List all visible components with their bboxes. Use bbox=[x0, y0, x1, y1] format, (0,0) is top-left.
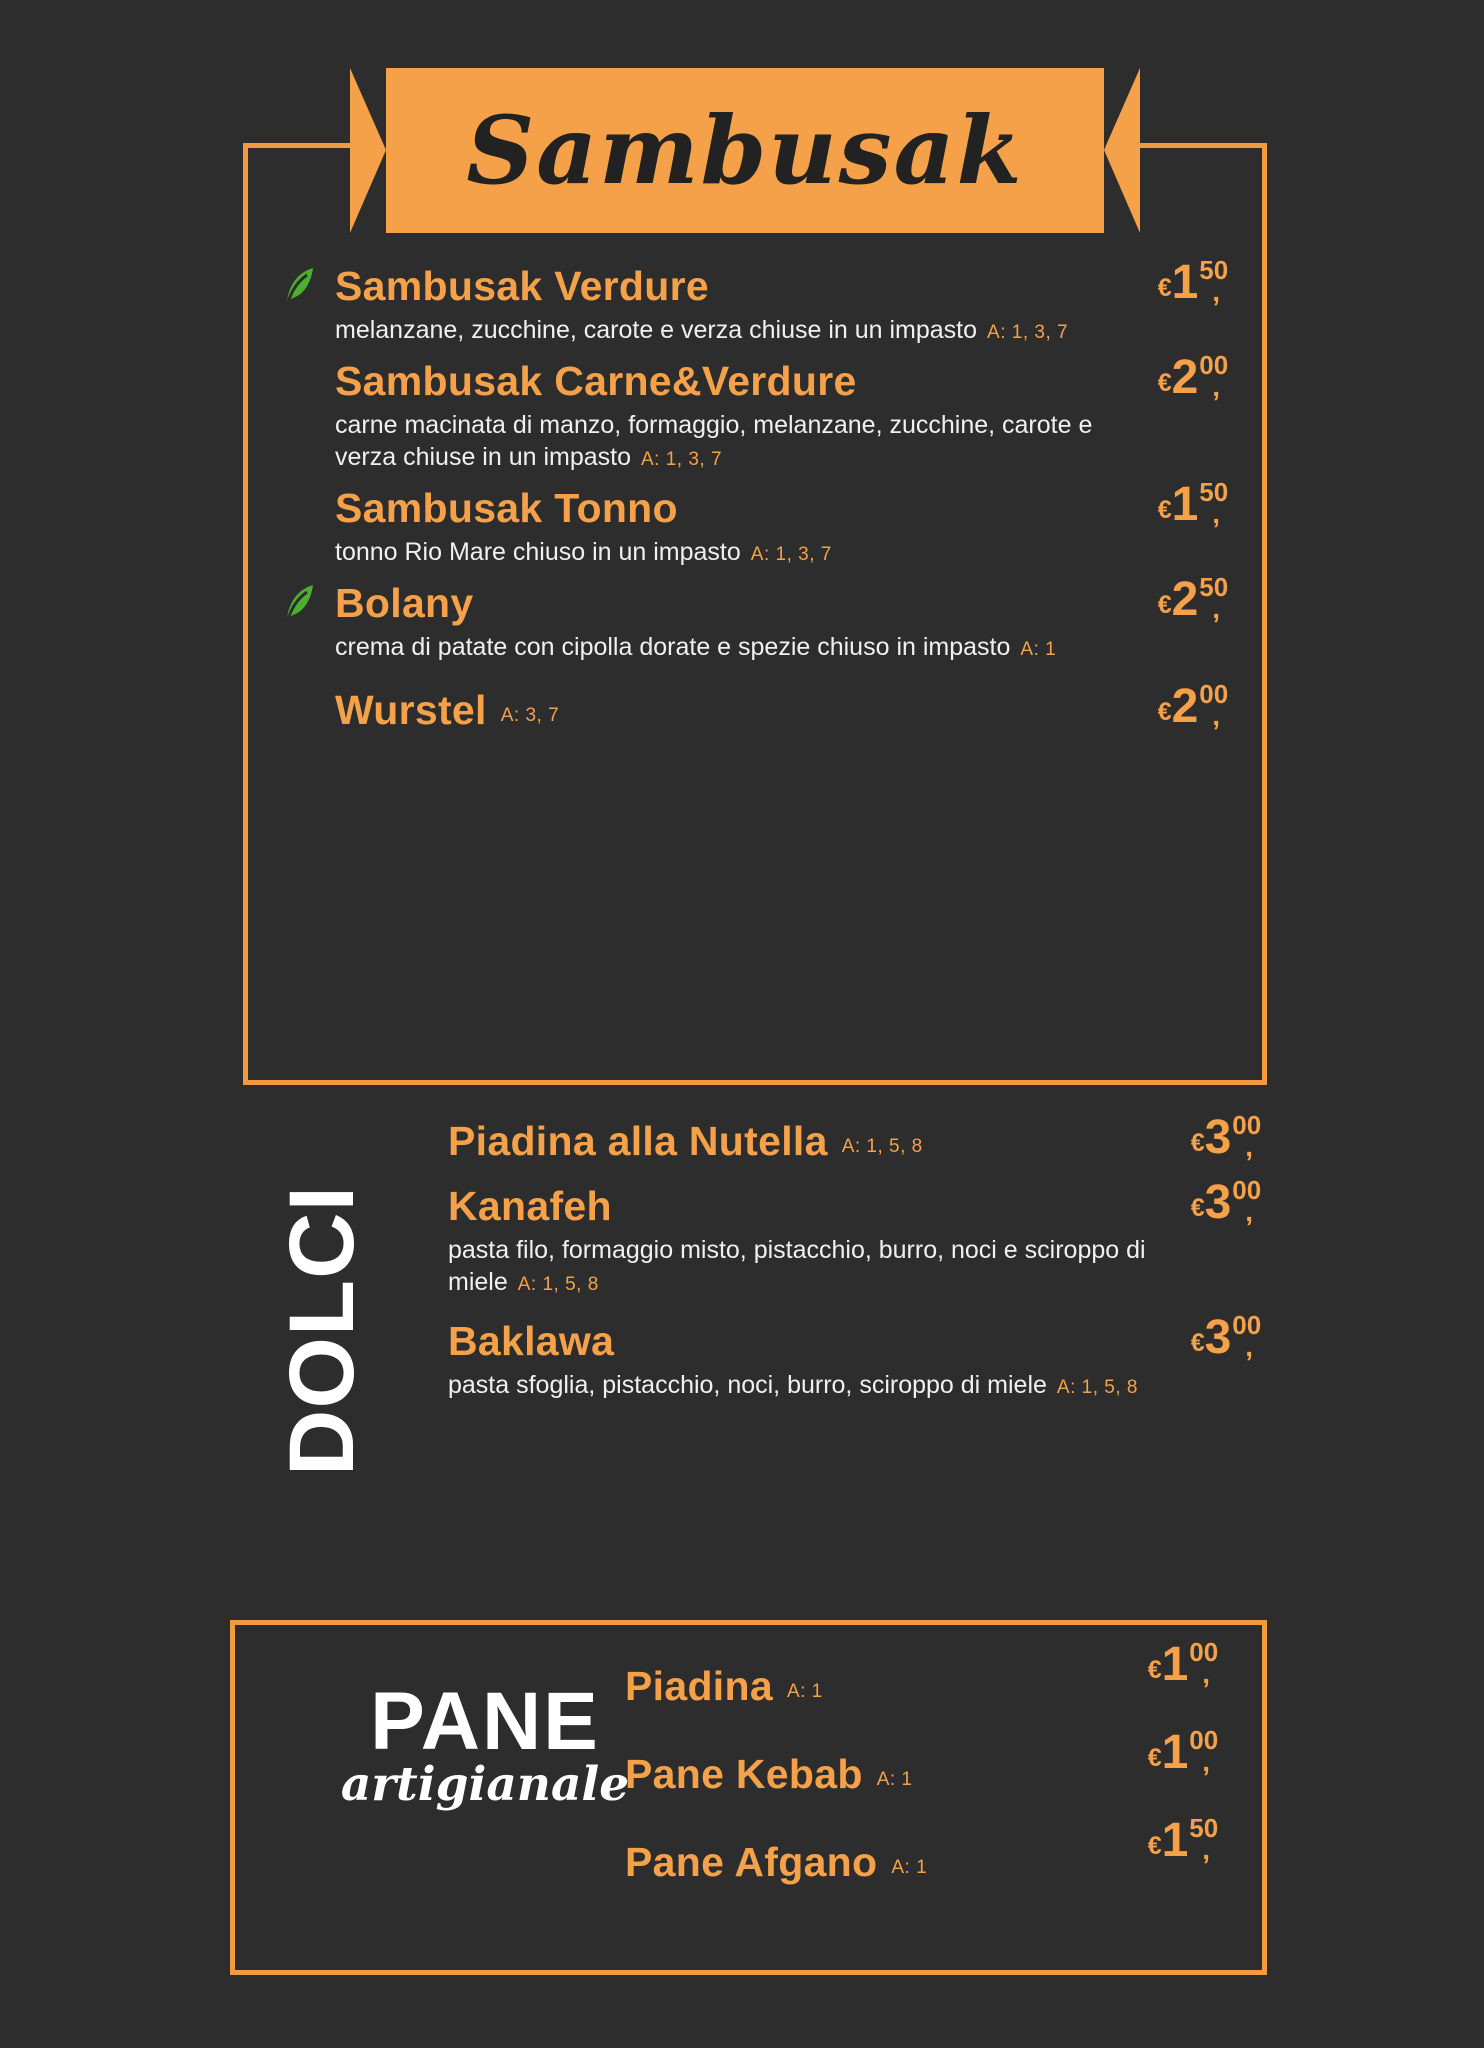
price-comma: , bbox=[1202, 1658, 1210, 1690]
pane-title-main: PANE bbox=[370, 1676, 600, 1767]
price-integer: 3 bbox=[1204, 1311, 1232, 1365]
menu-item bbox=[448, 1175, 1268, 1298]
price-comma: , bbox=[1245, 1131, 1253, 1163]
description-text: pasta sfoglia, pistacchio, noci, burro, sciroppo di miele bbox=[448, 1371, 1047, 1400]
sambusak-title: Sambusak bbox=[466, 95, 1024, 206]
menu-item-name: Piadina alla Nutella bbox=[448, 1118, 828, 1164]
price-decimal: 50 bbox=[1199, 477, 1229, 508]
sambusak-title-ribbon bbox=[350, 68, 1140, 233]
allergen-codes: A: 1, 3, 7 bbox=[640, 449, 723, 471]
menu-item-name: Piadina bbox=[625, 1663, 773, 1709]
menu-item bbox=[625, 1813, 1225, 1929]
menu-item bbox=[625, 1637, 1225, 1756]
price-integer: 3 bbox=[1204, 1176, 1232, 1230]
price-comma: , bbox=[1245, 1331, 1253, 1363]
price-decimal: 00 bbox=[1232, 1310, 1262, 1341]
menu-item-name: Sambusak Tonno bbox=[335, 485, 678, 532]
currency-symbol: € bbox=[1147, 1656, 1162, 1685]
menu-item-description bbox=[448, 1369, 1208, 1401]
menu-item-header bbox=[448, 1310, 1268, 1365]
price-integer: 1 bbox=[1171, 256, 1199, 310]
menu-item-description bbox=[448, 1234, 1208, 1298]
currency-symbol: € bbox=[1157, 591, 1172, 620]
menu-item-description bbox=[335, 409, 1125, 473]
menu-item-description bbox=[335, 314, 1125, 346]
menu-item-description bbox=[335, 631, 1125, 663]
currency-symbol: € bbox=[1190, 1194, 1205, 1223]
price-decimal: 50 bbox=[1199, 572, 1229, 603]
dolci-section bbox=[243, 1110, 1267, 1580]
price-decimal: 00 bbox=[1189, 1637, 1219, 1668]
menu-item-header bbox=[335, 679, 1235, 734]
price-decimal: 00 bbox=[1232, 1110, 1262, 1141]
menu-item-header bbox=[625, 1725, 1225, 1797]
menu-item-name: Pane Kebab bbox=[625, 1751, 863, 1797]
price-comma: , bbox=[1212, 498, 1220, 530]
pane-title-sub: artigianale bbox=[340, 1756, 630, 1812]
price-integer: 2 bbox=[1171, 573, 1199, 627]
description-text: pasta filo, formaggio misto, pistacchio, burro, noci e sciroppo di miele bbox=[448, 1236, 1146, 1297]
menu-item-name: Bolany bbox=[335, 580, 474, 627]
price-decimal: 50 bbox=[1199, 255, 1229, 286]
allergen-codes: A: 1 bbox=[891, 1857, 928, 1879]
pane-section-frame bbox=[230, 1620, 1267, 1975]
menu-item-price bbox=[1191, 1310, 1268, 1365]
currency-symbol: € bbox=[1157, 274, 1172, 303]
description-text: tonno Rio Mare chiuso in un impasto bbox=[335, 538, 741, 567]
menu-item-header bbox=[335, 255, 1235, 310]
menu-item-price bbox=[1148, 1637, 1225, 1692]
menu-item bbox=[448, 1110, 1268, 1165]
currency-symbol: € bbox=[1190, 1129, 1205, 1158]
menu-item bbox=[335, 477, 1235, 568]
menu-item-name: Sambusak Carne&Verdure bbox=[335, 358, 857, 405]
menu-item-header bbox=[335, 350, 1235, 405]
pane-section-title bbox=[310, 1676, 660, 1812]
menu-item-price bbox=[1191, 1110, 1268, 1165]
currency-symbol: € bbox=[1157, 369, 1172, 398]
menu-item-price bbox=[1148, 1725, 1225, 1780]
menu-item-name: Kanafeh bbox=[448, 1183, 612, 1230]
menu-item-header bbox=[448, 1110, 1268, 1165]
menu-item-header bbox=[335, 477, 1235, 532]
menu-item bbox=[335, 350, 1235, 473]
price-integer: 1 bbox=[1161, 1814, 1189, 1868]
menu-item-name: Baklawa bbox=[448, 1318, 615, 1365]
menu-item bbox=[335, 572, 1235, 663]
currency-symbol: € bbox=[1147, 1744, 1162, 1773]
menu-item-price bbox=[1191, 1175, 1268, 1230]
price-comma: , bbox=[1212, 700, 1220, 732]
price-integer: 2 bbox=[1171, 351, 1199, 405]
menu-item-name: Wurstel bbox=[335, 687, 487, 734]
menu-item bbox=[448, 1310, 1268, 1401]
menu-item-price bbox=[1148, 1813, 1225, 1868]
price-decimal: 00 bbox=[1232, 1175, 1262, 1206]
price-integer: 1 bbox=[1161, 1638, 1189, 1692]
menu-item-price bbox=[1158, 679, 1235, 734]
allergen-codes: A: 1, 5, 8 bbox=[841, 1136, 923, 1158]
menu-item-price bbox=[1158, 477, 1235, 532]
currency-symbol: € bbox=[1147, 1832, 1162, 1861]
description-text: melanzane, zucchine, carote e verza chiuse in un impasto bbox=[335, 316, 978, 345]
price-integer: 1 bbox=[1171, 478, 1199, 532]
vegetarian-leaf-icon bbox=[283, 583, 317, 621]
menu-item-price bbox=[1158, 350, 1235, 405]
vegetarian-leaf-icon bbox=[283, 266, 317, 304]
price-integer: 3 bbox=[1204, 1111, 1232, 1165]
menu-item-header bbox=[448, 1175, 1268, 1230]
menu-item bbox=[625, 1725, 1225, 1844]
dolci-title-text: DOLCI bbox=[271, 1184, 374, 1476]
allergen-codes: A: 1 bbox=[1020, 639, 1057, 661]
price-decimal: 50 bbox=[1189, 1813, 1219, 1844]
sambusak-item-list bbox=[335, 255, 1235, 746]
pane-item-list bbox=[625, 1637, 1225, 1929]
allergen-codes: A: 3, 7 bbox=[500, 705, 560, 727]
menu-item-name: Pane Afgano bbox=[625, 1839, 878, 1885]
menu-item-header bbox=[625, 1813, 1225, 1885]
price-comma: , bbox=[1245, 1196, 1253, 1228]
menu-item-name: Sambusak Verdure bbox=[335, 263, 709, 309]
menu-item-header bbox=[625, 1637, 1225, 1709]
price-decimal: 00 bbox=[1189, 1725, 1219, 1756]
price-decimal: 00 bbox=[1199, 679, 1229, 710]
menu-item-description bbox=[335, 536, 1125, 568]
menu-item bbox=[335, 679, 1235, 734]
price-comma: , bbox=[1202, 1834, 1210, 1866]
menu-item-price bbox=[1158, 255, 1235, 310]
currency-symbol: € bbox=[1157, 496, 1172, 525]
allergen-codes: A: 1, 5, 8 bbox=[517, 1274, 599, 1296]
description-text: carne macinata di manzo, formaggio, melanzane, zucchine, carote e verza chiuse in un impasto bbox=[335, 411, 1093, 472]
allergen-codes: A: 1, 5, 8 bbox=[1056, 1377, 1138, 1399]
price-integer: 1 bbox=[1161, 1726, 1189, 1780]
allergen-codes: A: 1 bbox=[876, 1769, 913, 1791]
currency-symbol: € bbox=[1157, 698, 1172, 727]
menu-item-header bbox=[335, 572, 1235, 627]
price-comma: , bbox=[1202, 1746, 1210, 1778]
menu-item bbox=[335, 255, 1235, 346]
menu-item-price bbox=[1158, 572, 1235, 627]
allergen-codes: A: 1, 3, 7 bbox=[987, 322, 1069, 344]
price-integer: 2 bbox=[1171, 680, 1199, 734]
description-text: crema di patate con cipolla dorate e spezie chiuso in impasto bbox=[335, 633, 1011, 662]
allergen-codes: A: 1, 3, 7 bbox=[750, 544, 832, 566]
dolci-section-title bbox=[271, 1120, 374, 1540]
price-decimal: 00 bbox=[1199, 350, 1229, 381]
price-comma: , bbox=[1212, 593, 1220, 625]
price-comma: , bbox=[1212, 371, 1220, 403]
allergen-codes: A: 1 bbox=[786, 1681, 823, 1703]
price-comma: , bbox=[1212, 276, 1220, 308]
dolci-item-list bbox=[448, 1110, 1268, 1415]
currency-symbol: € bbox=[1190, 1329, 1205, 1358]
